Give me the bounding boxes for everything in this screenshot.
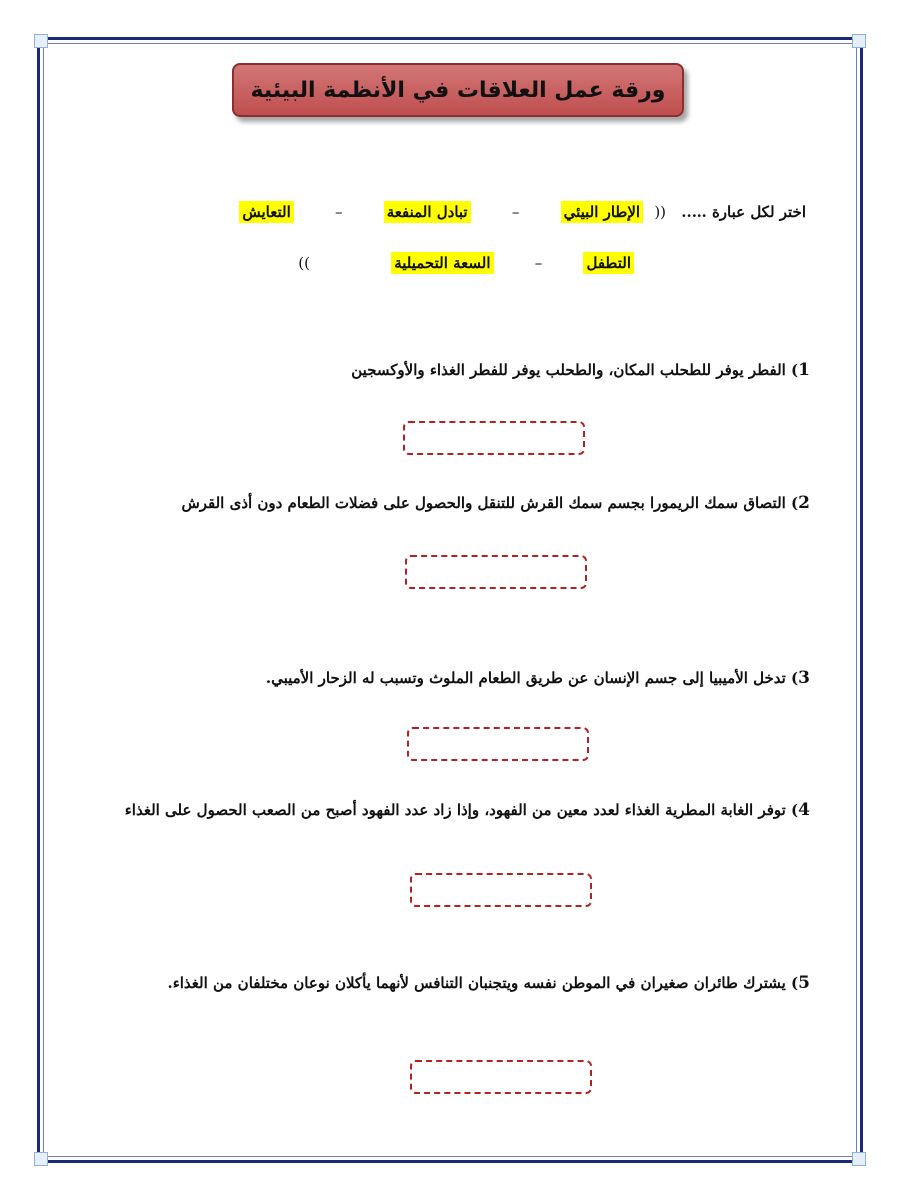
question-number: 4 [798,800,810,820]
instruction-lead: اختر لكل عبارة ….. [681,203,806,221]
term-ecological-niche: الإطار البيئي [561,201,644,223]
question-3 [266,668,810,688]
question-2 [181,493,810,513]
question-paren: ) [785,361,799,379]
instruction-line-1 [239,203,806,221]
corner-ornament-bottom-right [852,1152,866,1166]
instruction-line-2 [298,254,634,272]
question-text: توفر الغابة المطرية الغذاء لعدد معين من الفهود، وإذا زاد عدد الفهود أصبح من الصعب الحصول على الغذاء [124,801,786,819]
corner-ornament-top-right [852,34,866,48]
question-paren: ) [785,494,799,512]
question-number: 2 [798,493,810,513]
corner-ornament-top-left [34,34,48,48]
term-separator: – [534,254,543,272]
question-paren: ) [785,974,799,992]
corner-ornament-bottom-left [34,1152,48,1166]
question-number: 5 [798,973,810,993]
term-separator: – [334,203,343,221]
close-paren: )) [298,254,310,272]
question-number: 1 [798,360,810,380]
question-text: الفطر يوفر للطحلب المكان، والطحلب يوفر للفطر الغذاء والأوكسجين [351,361,786,379]
question-text: التصاق سمك الريمورا بجسم سمك القرش للتنقل والحصول على فضلات الطعام دون أذى القرش [181,494,786,512]
open-paren: (( [654,203,667,221]
term-commensalism: التعايش [239,201,293,223]
answer-box-2[interactable] [405,555,587,589]
answer-box-1[interactable] [403,421,585,455]
question-text: يشترك طائران صغيران في الموطن نفسه ويتجنبان التنافس لأنهما يأكلان نوعان مختلفان من الغذاء. [167,974,786,992]
question-1 [351,360,810,380]
term-parasitism: التطفل [583,252,634,274]
question-text: تدخل الأميبيا إلى جسم الإنسان عن طريق الطعام الملوث وتسبب له الزحار الأميبي. [265,669,786,687]
question-number: 3 [798,668,810,688]
answer-box-3[interactable] [407,727,589,761]
question-paren: ) [785,801,799,819]
question-4 [125,800,810,820]
question-5 [167,973,810,993]
term-separator: – [511,203,520,221]
term-carrying-capacity: السعة التحميلية [391,252,493,274]
answer-box-5[interactable] [410,1060,592,1094]
term-mutualism: تبادل المنفعة [384,201,471,223]
worksheet-title: ورقة عمل العلاقات في الأنظمة البيئية [232,63,684,117]
question-paren: ) [785,669,799,687]
answer-box-4[interactable] [410,873,592,907]
